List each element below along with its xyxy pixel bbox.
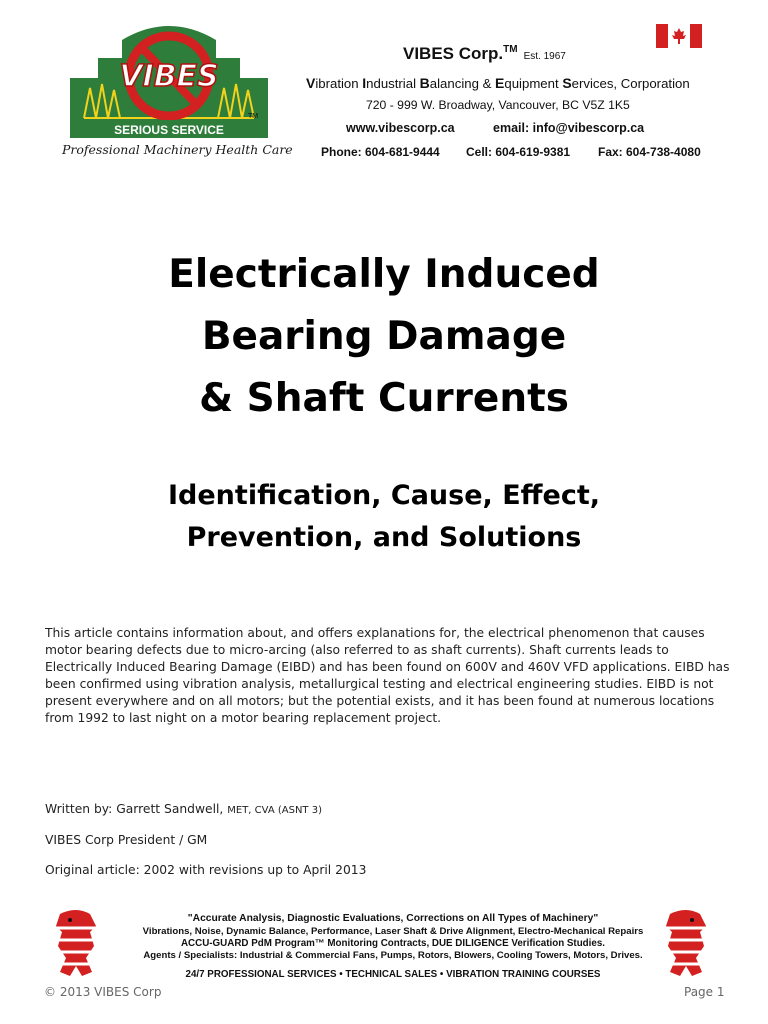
company-established: Est. 1967 bbox=[523, 51, 566, 62]
intro-paragraph: This article contains information about, and offers explanations for, the electrical phenomenon that causes motor bearing defects due to micro-arcing (also referred to as shaft currents). Shaft currents leads to Electrically Induced Bearing Damage (EIBD) and has been found on 600V and 460V VFD applications. EIBD has been confirmed using vibration analysis, metallurgical testing and electrical engineering studies. EIBD is not present everywhere and on all motors; but the potential exists, and it has been found at numerous locations from 1992 to last night on a motor bearing replacement project. bbox=[45, 626, 730, 725]
logo-banner: SERIOUS SERVICE bbox=[114, 123, 224, 137]
lion-mascot-icon bbox=[46, 906, 106, 980]
document-subtitle-line-2: Prevention, and Solutions bbox=[186, 522, 582, 553]
banner-line-1: "Accurate Analysis, Diagnostic Evaluations, Corrections on All Types of Machinery" bbox=[187, 913, 599, 924]
company-trademark: TM bbox=[503, 44, 518, 55]
vibes-logo bbox=[64, 18, 274, 142]
company-fax: Fax: 604-738-4080 bbox=[598, 145, 701, 159]
footer-copyright: © 2013 VIBES Corp bbox=[44, 985, 162, 999]
document-title-line-1: Electrically Induced bbox=[168, 252, 600, 297]
company-title-line bbox=[403, 44, 566, 64]
document-title-line-2: Bearing Damage bbox=[201, 314, 567, 359]
company-address: 720 - 999 W. Broadway, Vancouver, BC V5Z 1K5 bbox=[366, 98, 630, 112]
document-title-line-3: & Shaft Currents bbox=[199, 376, 569, 421]
original-article-date: Original article: 2002 with revisions up to April 2013 bbox=[45, 863, 367, 877]
logo-tm: TM bbox=[248, 113, 259, 120]
company-full-name: Vibration Industrial Balancing & Equipment Services, Corporation bbox=[306, 75, 690, 91]
company-email-link[interactable]: email: info@vibescorp.ca bbox=[493, 121, 645, 135]
logo-tagline: Professional Machinery Health Care bbox=[62, 142, 293, 157]
company-website-link[interactable]: www.vibescorp.ca bbox=[346, 121, 455, 135]
banner-line-3: ACCU-GUARD PdM Program™ Monitoring Contracts, DUE DILIGENCE Verification Studies. bbox=[180, 938, 606, 949]
banner-line-4: Agents / Specialists: Industrial & Commercial Fans, Pumps, Rotors, Blowers, Cooling Towers, Motors, Drives. bbox=[143, 950, 643, 961]
company-name: VIBES Corp. bbox=[403, 44, 504, 63]
author-line: Written by: Garrett Sandwell, MET, CVA (ASNT 3) bbox=[45, 802, 322, 816]
company-cell: Cell: 604-619-9381 bbox=[466, 145, 571, 159]
document-subtitle-line-1: Identification, Cause, Effect, bbox=[168, 480, 600, 511]
logo-text: VIBES bbox=[119, 59, 219, 94]
author-role: VIBES Corp President / GM bbox=[45, 833, 208, 847]
footer-page-number: Page 1 bbox=[684, 985, 725, 999]
banner-line-2: Vibrations, Noise, Dynamic Balance, Performance, Laser Shaft & Drive Alignment, Electro-Mechanical Repairs bbox=[142, 926, 644, 937]
company-phone: Phone: 604-681-9444 bbox=[321, 145, 440, 159]
canada-flag-icon bbox=[656, 24, 702, 48]
banner-line-5: 24/7 PROFESSIONAL SERVICES • TECHNICAL SALES • VIBRATION TRAINING COURSES bbox=[185, 969, 601, 980]
